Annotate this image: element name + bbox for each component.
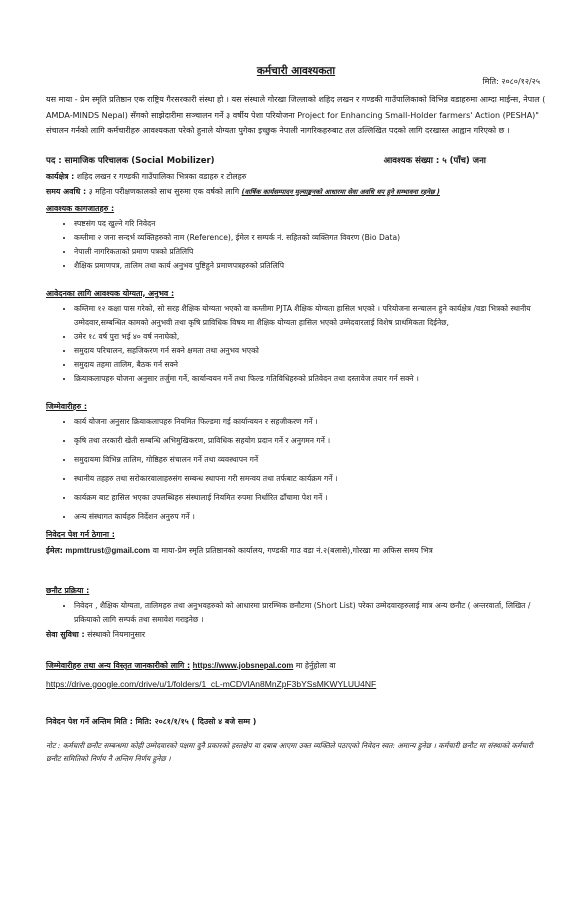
list-item: • स्थानीय तहहरु तथा सरोकारवालाहरुसंग सम्बन्ध स्थापना गरी समन्वय तथा तर्फबाट कार्यक्रम गर्ने ।: [74, 472, 546, 486]
list-item: • अन्य संस्थागत कार्यहरु निर्देशन अनुरुप गर्ने ।: [74, 510, 546, 524]
selection-title: छनौट प्रक्रिया :: [46, 585, 90, 595]
email-address[interactable]: mpmttrust@gmail.com: [65, 545, 151, 555]
duties-list: [46, 415, 546, 524]
list-item: • समुदाय परिचालन, सहजिकरण गर्न सक्ने क्षमता तथा अनुभव भएको: [74, 344, 546, 358]
more-info-tail: मा हेर्नुहोला वा: [295, 660, 336, 670]
period-line: [46, 184, 546, 200]
jobsnepal-link[interactable]: https://www.jobsnepal.com: [192, 660, 294, 670]
list-item: • कार्यक्रम बाट हासिल भएका उपलब्धिहरु संस्थालाई नियमित रुपमा निर्धारित ढाँचामा पेश गर्ने ।: [74, 491, 546, 505]
count-label: आवश्यक संख्या : ५ (पाँच) जना: [383, 155, 486, 166]
notice-date: मिति: २०८०/१२/२५: [482, 77, 540, 86]
list-item: • शैक्षिक प्रमाणपत्र, तालिम तथा कार्य अनुभव पुष्टिहुने प्रमाणपत्रहरुको प्रतिलिपि: [74, 259, 546, 273]
period-value: ३ महिना परीक्षणकालको साथ सुरुमा एक वर्षको लागि: [88, 186, 240, 196]
more-info-label: जिम्मेवारीहरु तथा अन्य विस्तृत जानकारीको लागि :: [46, 660, 191, 670]
more-info-line: [46, 658, 546, 673]
area-line: [46, 169, 546, 184]
post-label: पद : सामाजिक परिचालक (Social Mobilizer): [46, 155, 215, 166]
apply-address: वा माया-प्रेम स्मृति प्रतिष्ठानको कार्यालय, गण्डकी गाउ वडा नं.२(बलासे),गोरखा मा अफिस समय भित्र: [152, 545, 433, 555]
drive-link[interactable]: https://drive.google.com/drive/u/1/folders/1_cL-mCDVlAn8MnZpF3bYSsMKWYLUU4NF: [46, 678, 377, 689]
benefit-line: [46, 627, 546, 642]
list-item: • क्रियाकलापहरु योजना अनुसार तर्जुमा गर्ने, कार्यान्वयन गर्ने तथा फिल्ड गतिविधिहरुको प्रतिवेदन तथा दस्तावेज तयार गर्न सक्ने ।: [74, 372, 546, 386]
list-item: • कृषि तथा तरकारी खेती सम्बन्धि अभिमुखिकरण, प्राविधिक सहयोग प्रदान गर्ने र अनुगमन गर्ने ।: [74, 434, 546, 448]
benefit-key: सेवा सुविधा :: [46, 629, 85, 639]
qualification-list: [46, 302, 546, 386]
selection-text: • निवेदन , शैक्षिक योग्यता, तालिमहरु तथा अनुभवहरुको को आधारमा प्रारम्भिक छनौटमा (Short List) परेका उम्मेदवारहरुलाई मात्र अन्य छनौट ( अन्तरवार्ता, लिखित /प्रकियाको लागि सम्पर्क तथा समावेश गराइनेछ ।: [74, 599, 546, 627]
email-key: ईमेल:: [46, 545, 63, 555]
list-item: • कार्य योजना अनुसार क्रियाकलापहरु नियमित फिल्डमा गई कार्यान्वयन र सहजीकरण गर्ने ।: [74, 415, 546, 429]
intro-paragraph: यस माया - प्रेम स्मृति प्रतिष्ठान एक राष्ट्रिय गैरसरकारी संस्था हो । यस संस्थाले गोरखा जिल्लाको शहिद लखन र गण्डकी गाउँपालिकाको विभिन्न वडाहरुमा आम्दा माईन्स, नेपाल ( AMDA-MINDS Nepal) सँगको साझेदारीमा सञ्चालन गर्ने ३ वर्षीय पेशा परियोजना Project for Enhancing Small-Holder farmers' Action (PESHA)" संचालन गर्नको लागि कर्मचारीहरु आवश्यकता परेको हुनाले योग्यता पुगेका इच्छुक नेपाली नागरिकहरुबाट तल उल्लिखित पदको लागि दरखास्त आह्वान गरिएको छ ।: [46, 95, 546, 135]
list-item: • कम्तीमा २ जना सन्दर्भ व्यक्तिहरुको नाम (Reference), ईमेल र सम्पर्क नं. सहितको व्यक्तिगत विवरण (Bio Data): [74, 231, 546, 245]
duties-title: जिम्मेवारीहरु :: [46, 401, 87, 411]
period-key: समय अवधि :: [46, 186, 87, 196]
docs-list: [46, 217, 546, 273]
deadline-line: निवेदन पेश गर्ने अन्तिम मिति : मिति: २०८१/१/१५ ( दिउसो ४ बजे सम्म ): [46, 716, 257, 726]
apply-line: [46, 543, 546, 558]
list-item: • समुदाय तहमा तालिम, बैठक गर्न सक्ने: [74, 358, 546, 372]
list-item: • समुदायमा विभिन्न तालिम, गोष्ठिहरु संचालन गर्ने तथा व्यवस्थापन गर्ने: [74, 453, 546, 467]
docs-title: आवश्यक कागजातहरु :: [46, 203, 115, 213]
note-paragraph: नोट : कर्मचारी छनौट सम्बन्धमा कोही उम्मेदवारको पक्षमा दुनै प्रकारको हस्तक्षेप वा दबाब आएमा उक्त व्यक्तिले पठाएको निवेदन स्वत: अमान्य हुनेछ । कर्मचारी छनौट मा संस्थाको कर्मचारी छनौट समितिको निर्णय नै अन्तिम निर्णय हुनेछ ।: [46, 740, 533, 763]
period-note: (वार्षिक कार्यसम्पादन मुल्याङ्कनको आधारमा सेवा अवधि थप हुने सम्भावना रहनेछ ): [241, 187, 440, 196]
notice-document: [46, 64, 546, 765]
list-item: • स्पष्टसंग पद खुल्ने गरि निवेदन: [74, 217, 546, 231]
area-key: कार्यक्षेत्र :: [46, 171, 75, 181]
list-item: • उमेर १८ वर्ष पुरा भई ४० वर्ष ननाघेको,: [74, 330, 546, 344]
list-item: • नेपाली नागरिकताको प्रमाण पत्रको प्रतिलिपि: [74, 245, 546, 259]
qualification-title: आवेदनका लागि आवश्यक योग्यता, अनुभव :: [46, 288, 175, 298]
benefit-value: संस्थाको नियमानुसार: [87, 629, 146, 639]
post-row: [46, 155, 546, 166]
qualification-main: • कम्तिमा १२ कक्षा पास गरेको, सो सरह शैक्षिक योग्यता भएको वा कम्तीमा PJTA शैक्षिक योग्यता हासिल भएको । परियोजना सन्चालन हुने कार्यक्षेत्र /वडा भित्रको स्थानीय उम्मेदवार,सम्बन्धित कामको अनुभवी तथा कृषि प्राविधिक विषय मा शैक्षिक योग्यता हासिल भएको उम्मेदवारलाई विशेष प्राथमिकता दिईनेछ,: [74, 302, 546, 330]
notice-title: कर्मचारी आवश्यकता: [256, 65, 336, 77]
selection-list: [46, 599, 546, 627]
apply-title: निवेदन पेश गर्न ठेगाना :: [46, 529, 115, 539]
area-value: शहिद लखन र गण्डकी गाउँपालिका भित्रका वडाहरु र टोलहरु: [76, 171, 247, 181]
